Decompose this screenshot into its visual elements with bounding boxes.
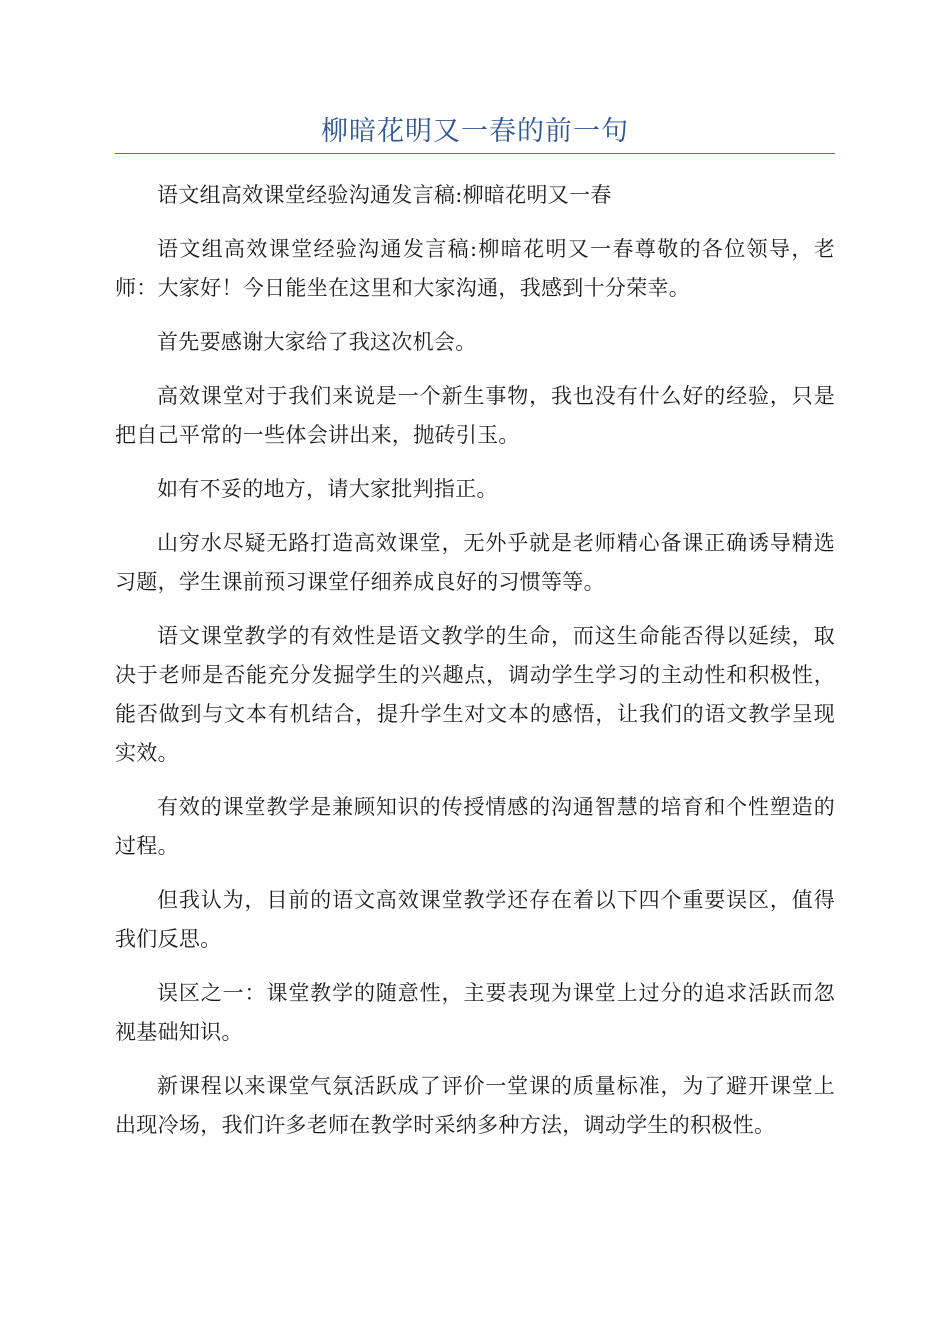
paragraph: 高效课堂对于我们来说是一个新生事物，我也没有什么好的经验，只是把自己平常的一些体会讲出来，抛砖引玉。 xyxy=(115,384,835,447)
paragraph: 语文课堂教学的有效性是语文教学的生命，而这生命能否得以延续，取决于老师是否能充分发掘学生的兴趣点，调动学生学习的主动性和积极性，能否做到与文本有机结合，提升学生对文本的感悟，让我们的语文教学呈现实效。 xyxy=(115,624,835,765)
paragraph: 有效的课堂教学是兼顾知识的传授情感的沟通智慧的培育和个性塑造的过程。 xyxy=(115,795,835,858)
paragraph: 山穷水尽疑无路打造高效课堂，无外乎就是老师精心备课正确诱导精选习题，学生课前预习课堂仔细养成良好的习惯等等。 xyxy=(115,531,835,594)
document-title: 柳暗花明又一春的前一句 xyxy=(321,116,629,147)
paragraph: 语文组高效课堂经验沟通发言稿:柳暗花明又一春尊敬的各位领导，老师：大家好！今日能坐在这里和大家沟通，我感到十分荣幸。 xyxy=(115,237,835,300)
paragraph: 误区之一：课堂教学的随意性，主要表现为课堂上过分的追求活跃而忽视基础知识。 xyxy=(115,981,835,1044)
paragraph: 新课程以来课堂气氛活跃成了评价一堂课的质量标准，为了避开课堂上出现冷场，我们许多老师在教学时采纳多种方法，调动学生的积极性。 xyxy=(115,1074,835,1137)
paragraph: 如有不妥的地方，请大家批判指正。 xyxy=(157,477,498,501)
paragraph: 语文组高效课堂经验沟通发言稿:柳暗花明又一春 xyxy=(157,183,612,207)
paragraph: 但我认为，目前的语文高效课堂教学还存在着以下四个重要误区，值得我们反思。 xyxy=(115,888,835,951)
document-body xyxy=(115,176,835,1160)
paragraph: 首先要感谢大家给了我这次机会。 xyxy=(157,330,477,354)
title-underline xyxy=(115,153,835,154)
